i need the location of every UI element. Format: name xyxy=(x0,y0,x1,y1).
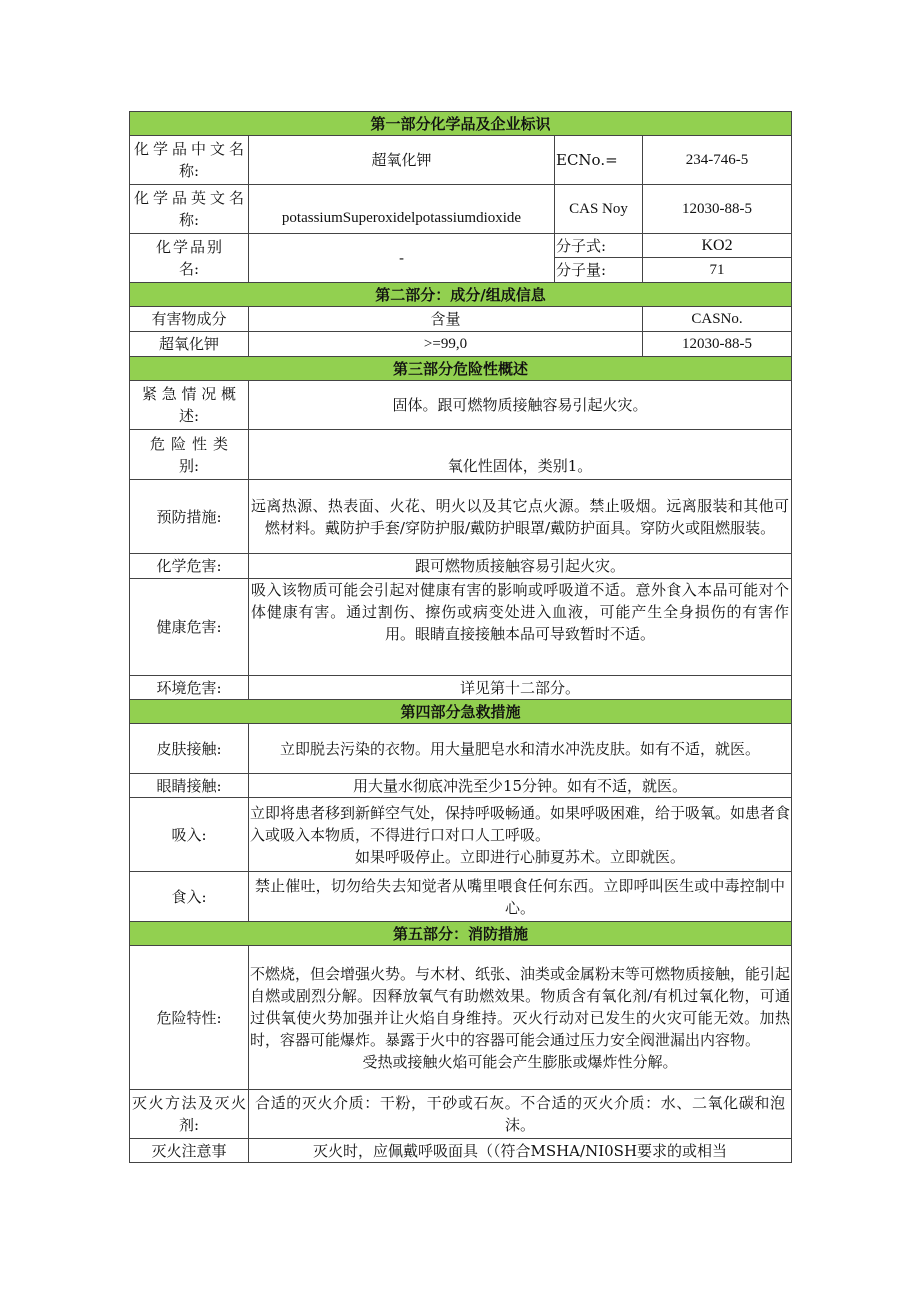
section4-title: 第四部分急救措施 xyxy=(130,700,792,724)
health-hazard-label: 健康危害: xyxy=(130,579,249,676)
component-content: >=99,0 xyxy=(249,332,643,357)
section5-title: 第五部分：消防措施 xyxy=(130,922,792,946)
table-row xyxy=(130,136,792,185)
chemical-hazard-label: 化学危害: xyxy=(130,554,249,579)
content-column-header: 含量 xyxy=(249,307,643,332)
fire-notice-value: 灭火时，应佩戴呼吸面具（（符合MSHA/NI0SH要求的或相当 xyxy=(249,1139,792,1163)
chemical-hazard-value: 跟可燃物质接触容易引起火灾。 xyxy=(249,554,792,579)
section-header-row xyxy=(130,283,792,307)
table-row xyxy=(130,480,792,554)
hazard-class-label: 危险性类别: xyxy=(130,430,249,480)
health-hazard-value: 吸入该物质可能会引起对健康有害的影响或呼吸道不适。意外食入本品可能对个体健康有害。通过割伤、擦伤或病变处进入血液，可能产生全身损伤的有害作用。眼睛直接接触本品可导致暂时不适。 xyxy=(249,579,792,676)
inhalation-text-2: 如果呼吸停止。立即进行心肺夏苏术。立即就医。 xyxy=(355,847,686,866)
formula-value: KO2 xyxy=(643,234,792,258)
prevention-value: 远离热源、热表面、火花、明火以及其它点火源。禁止吸烟。远离服装和其他可燃材料。戴防护手套/穿防护服/戴防护眼罩/戴防护面具。穿防火或阻燃服装。 xyxy=(249,480,792,554)
eye-contact-value: 用大量水彻底冲洗至少15分钟。如有不适，就医。 xyxy=(249,774,792,798)
table-row xyxy=(130,774,792,798)
en-name-label: 化学品英文名称: xyxy=(130,185,249,234)
cas-value: 12030-88-5 xyxy=(643,185,792,234)
alias-label: 化学品别名: xyxy=(130,234,249,283)
cas-column-header: CASNo. xyxy=(643,307,792,332)
fire-hazard-value xyxy=(249,946,792,1090)
table-row xyxy=(130,676,792,700)
section1-title: 第一部分化学品及企业标识 xyxy=(130,112,792,136)
cn-name-value: 超氧化钾 xyxy=(249,136,555,185)
section2-title: 第二部分：成分/组成信息 xyxy=(130,283,792,307)
section-header-row xyxy=(130,112,792,136)
alias-value: - xyxy=(249,234,555,283)
table-row xyxy=(130,332,792,357)
section-header-row xyxy=(130,700,792,724)
table-row xyxy=(130,1139,792,1163)
table-row xyxy=(130,381,792,430)
ingestion-label: 食入: xyxy=(130,872,249,922)
inhalation-label: 吸入: xyxy=(130,798,249,872)
table-row xyxy=(130,579,792,676)
ingestion-value: 禁止催吐，切勿给失去知觉者从嘴里喂食任何东西。立即呼叫医生或中毒控制中心。 xyxy=(249,872,792,922)
section3-title: 第三部分危险性概述 xyxy=(130,357,792,381)
skin-contact-label: 皮肤接触: xyxy=(130,724,249,774)
fire-hazard-text-1: 不燃烧，但会增强火势。与木材、纸张、油类或金属粉末等可燃物质接触，能引起自燃或剧烈分解。因释放氧气有助燃效果。物质含有氧化剂/有机过氧化物，可通过供氧使火势加强并让火焰自身维持。灭火行动对已发生的火灾可能无效。加热时，容器可能爆炸。暴露于火中的容器可能会通过压力安全阀泄漏出内容物。 xyxy=(250,964,791,1049)
table-row xyxy=(130,872,792,922)
inhalation-value xyxy=(249,798,792,872)
section-header-row xyxy=(130,357,792,381)
section-header-row xyxy=(130,922,792,946)
en-name-value: potassiumSuperoxidelpotassiumdioxide xyxy=(249,185,555,234)
extinguish-method-label: 灭火方法及灭火剂: xyxy=(130,1090,249,1139)
table-row xyxy=(130,1090,792,1139)
formula-label: 分子式: xyxy=(555,234,643,258)
cn-name-label: 化学品中文名称: xyxy=(130,136,249,185)
skin-contact-value: 立即脱去污染的衣物。用大量肥皂水和清水冲洗皮肤。如有不适，就医。 xyxy=(249,724,792,774)
cas-label: CAS Noy xyxy=(555,185,643,234)
fire-hazard-label: 危险特性: xyxy=(130,946,249,1090)
hazard-class-value: 氧化性固体，类别1。 xyxy=(249,430,792,480)
table-row xyxy=(130,430,792,480)
prevention-label: 预防措施: xyxy=(130,480,249,554)
table-row xyxy=(130,798,792,872)
table-row xyxy=(130,307,792,332)
env-hazard-value: 详见第十二部分。 xyxy=(249,676,792,700)
env-hazard-label: 环境危害: xyxy=(130,676,249,700)
fire-notice-label: 灭火注意事 xyxy=(130,1139,249,1163)
extinguish-method-value: 合适的灭火介质：干粉，干砂或石灰。不合适的灭火介质：水、二氧化碳和泡沫。 xyxy=(249,1090,792,1139)
mw-label: 分子量: xyxy=(555,258,643,283)
inhalation-text-1: 立即将患者移到新鲜空气处，保持呼吸畅通。如果呼吸困难，给于吸氧。如患者食入或吸入本物质，不得进行口对口人工呼吸。 xyxy=(250,803,791,844)
table-row xyxy=(130,724,792,774)
ec-value: 234-746-5 xyxy=(643,136,792,185)
fire-hazard-text-2: 受热或接触火焰可能会产生膨胀或爆炸性分解。 xyxy=(362,1052,678,1071)
component-column-header: 有害物成分 xyxy=(130,307,249,332)
ec-label: ECNo.= xyxy=(555,136,643,185)
emergency-label: 紧急情况概述: xyxy=(130,381,249,430)
table-row xyxy=(130,185,792,234)
emergency-value: 固体。跟可燃物质接触容易引起火灾。 xyxy=(249,381,792,430)
table-row xyxy=(130,946,792,1090)
table-row xyxy=(130,234,792,258)
component-name: 超氧化钾 xyxy=(130,332,249,357)
component-cas: 12030-88-5 xyxy=(643,332,792,357)
mw-value: 71 xyxy=(643,258,792,283)
table-row xyxy=(130,554,792,579)
msds-table xyxy=(129,111,792,1163)
eye-contact-label: 眼睛接触: xyxy=(130,774,249,798)
